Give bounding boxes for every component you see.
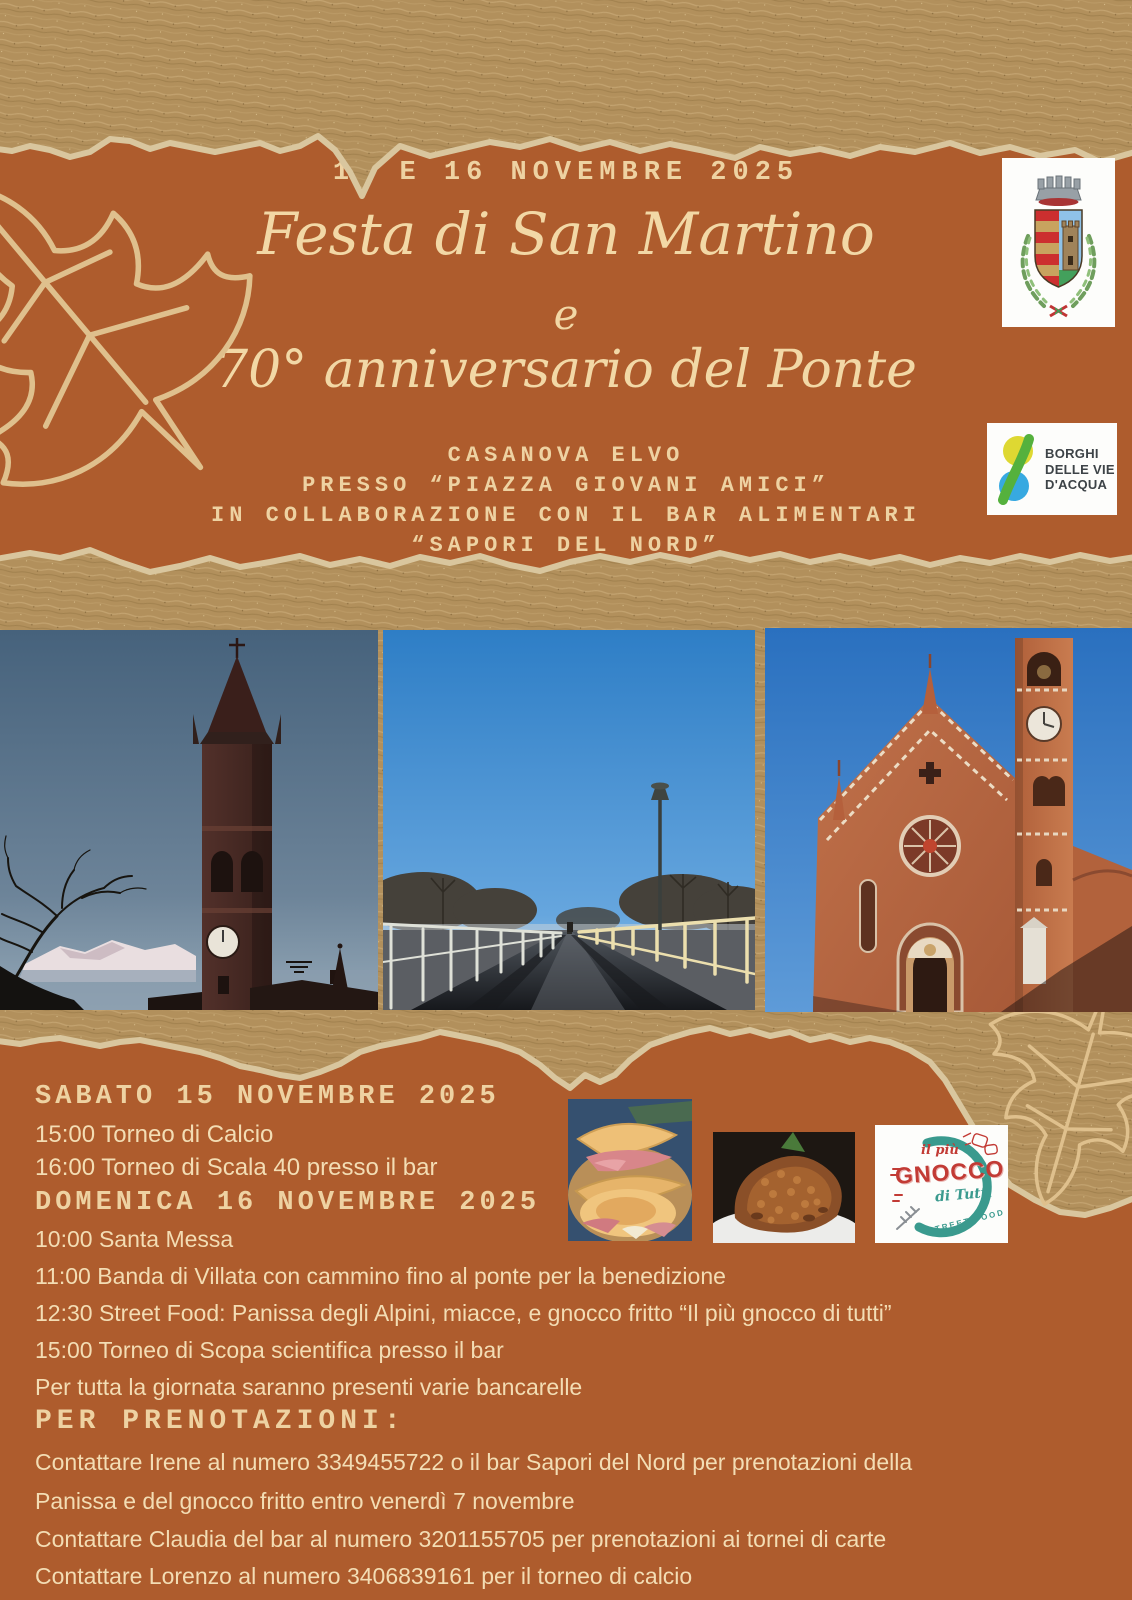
saturday-item: 16:00 Torneo di Scala 40 presso il bar [35, 1154, 438, 1181]
sunday-heading: DOMENICA 16 NOVEMBRE 2025 [35, 1188, 541, 1218]
bell-tower-photo [0, 630, 378, 1010]
location-line-3: IN COLLABORAZIONE CON IL BAR ALIMENTARI [211, 503, 921, 528]
gnocco-logo-arc-text: STREET FOOD [927, 1207, 1006, 1236]
borghi-logo-text-line3: D'ACQUA [1045, 477, 1108, 492]
municipal-crest [1002, 158, 1115, 327]
poster-title: Festa di San Martino [257, 200, 875, 268]
borghi-logo-text-line1: BORGHI [1045, 446, 1099, 461]
miacce-photo [568, 1099, 692, 1241]
borghi-logo-text-line2: DELLE VIE [1045, 461, 1115, 477]
sunday-item: 10:00 Santa Messa [35, 1226, 234, 1252]
saturday-item: 15:00 Torneo di Calcio [35, 1121, 274, 1148]
reservation-line: Contattare Claudia del bar al numero 3201155705 per prenotazioni ai tornei di carte [35, 1526, 887, 1552]
sunday-item: 12:30 Street Food: Panissa degli Alpini, miacce, e gnocco fritto “Il più gnocco di tutti” [35, 1300, 892, 1326]
location-line-4: “SAPORI DEL NORD” [411, 533, 721, 558]
reservations-heading: PER PRENOTAZIONI: [35, 1406, 406, 1437]
gnocco-logo-text-main: GNOCCO [894, 1155, 1006, 1189]
location-line-1: CASANOVA ELVO [447, 443, 685, 468]
location-line-2: PRESSO “PIAZZA GIOVANI AMICI” [302, 473, 830, 498]
sunday-item: Per tutta la giornata saranno presenti varie bancarelle [35, 1374, 583, 1400]
gnocco-logo-text-sub: di Tutti [934, 1184, 994, 1206]
bridge-photo [383, 630, 755, 1010]
gnocco-logo-text-top: il più [921, 1143, 959, 1158]
title-connector: e [553, 290, 579, 339]
date-line: 15 E 16 NOVEMBRE 2025 [332, 158, 800, 188]
panissa-photo [713, 1132, 855, 1243]
reservation-line: Contattare Irene al numero 3349455722 o il bar Sapori del Nord per prenotazioni della [35, 1449, 913, 1475]
location-block [0, 441, 1132, 561]
church-facade-photo [765, 628, 1132, 1012]
saturday-heading: SABATO 15 NOVEMBRE 2025 [35, 1082, 500, 1112]
reservation-line: Contattare Lorenzo al numero 3406839161 per il torneo di calcio [35, 1563, 693, 1589]
sunday-item: 15:00 Torneo di Scopa scientifica presso il bar [35, 1337, 504, 1363]
torn-paper-top-band [0, 0, 1132, 196]
poster-subtitle: 70° anniversario del Ponte [215, 340, 917, 400]
sunday-item: 11:00 Banda di Villata con cammino fino al ponte per la benedizione [35, 1263, 726, 1289]
reservation-line: Panissa e del gnocco fritto entro venerdì 7 novembre [35, 1488, 575, 1514]
gnocco-street-food-logo [875, 1125, 1008, 1243]
